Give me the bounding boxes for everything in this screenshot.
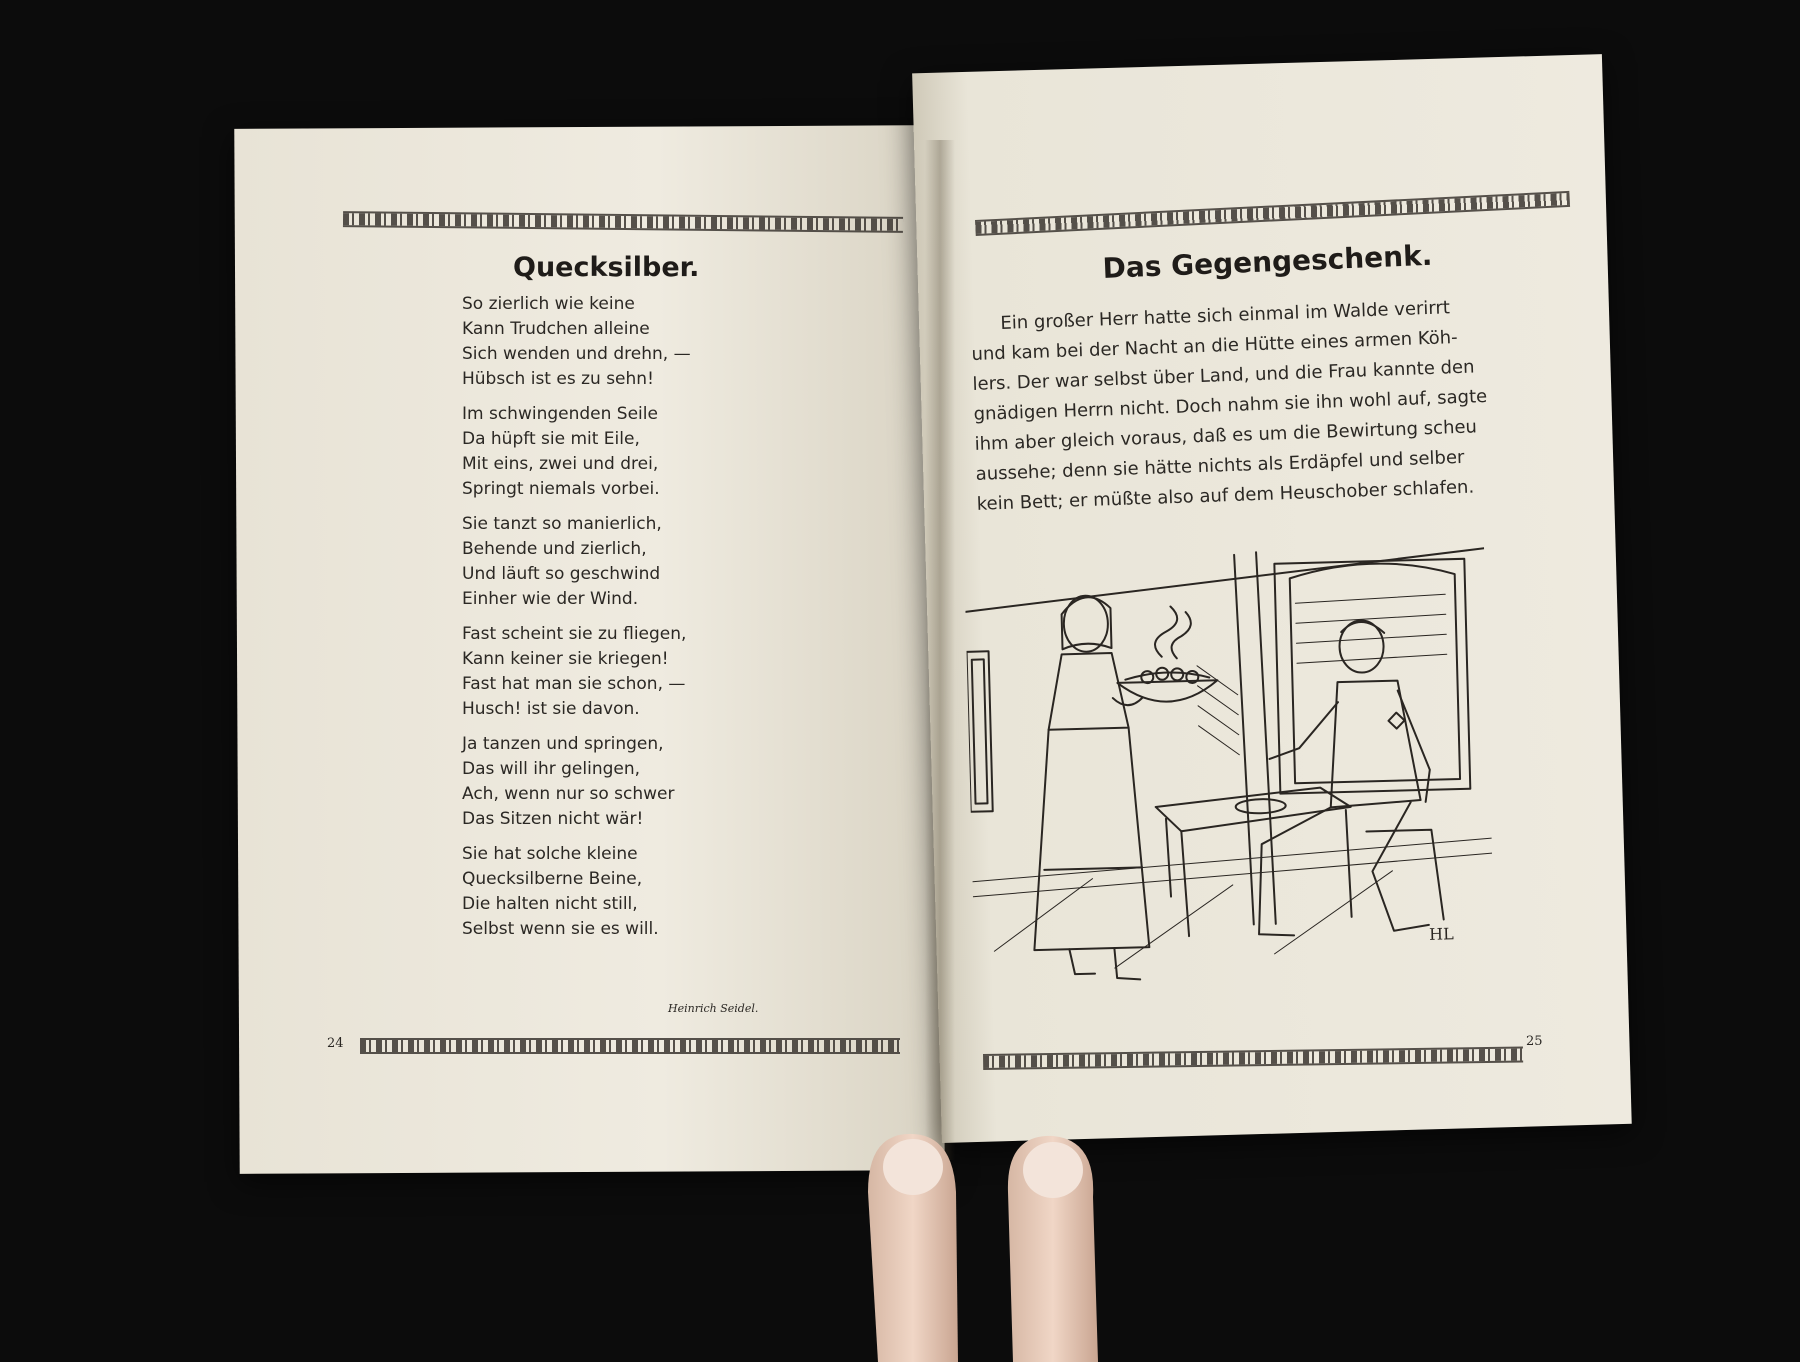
poem-line: Quecksilberne Beine, <box>462 869 643 889</box>
illustration-monogram: HL <box>1428 924 1454 944</box>
poem-line: Husch! ist sie davon. <box>462 699 640 719</box>
poem-line: Mit eins, zwei und drei, <box>462 454 659 474</box>
poem-stanza <box>462 732 792 832</box>
page-number-right: 25 <box>1526 1034 1543 1049</box>
prose-line: Ein großer Herr hatte sich einmal im Walde verirrt <box>1000 297 1451 334</box>
poem-line: Fast hat man sie schon, — <box>462 674 686 694</box>
poem-title: Quecksilber. <box>513 252 700 283</box>
poem-body <box>462 292 792 952</box>
poem-line: Sie hat solche kleine <box>462 844 638 864</box>
poem-line: Sich wenden und drehn, — <box>462 344 691 364</box>
poem-stanza <box>462 512 792 612</box>
story-title: Das Gegengeschenk. <box>1102 238 1433 285</box>
poem-line: Und läuft so geschwind <box>462 564 661 584</box>
story-prose <box>970 289 1577 520</box>
prose-line: kein Bett; er müßte also auf dem Heuschober schlafen. <box>976 476 1475 515</box>
poem-stanza <box>462 292 792 392</box>
story-illustration <box>964 538 1496 1021</box>
left-bottom-ornament <box>360 1038 900 1054</box>
poem-line: Da hüpft sie mit Eile, <box>462 429 640 449</box>
prose-line: gnädigen Herrn nicht. Doch nahm sie ihn wohl auf, sagte <box>973 386 1488 425</box>
poem-line: Springt niemals vorbei. <box>462 479 660 499</box>
page-number-left: 24 <box>327 1036 344 1051</box>
poem-stanza <box>462 622 792 722</box>
poem-line: Ja tanzen und springen, <box>462 734 664 754</box>
prose-line: aussehe; denn sie hätte nichts als Erdäpfel und selber <box>975 446 1465 485</box>
poem-line: Einher wie der Wind. <box>462 589 639 609</box>
prose-line: lers. Der war selbst über Land, und die Frau kannte den <box>972 356 1475 395</box>
poem-line: Im schwingenden Seile <box>462 404 658 424</box>
poem-line: Selbst wenn sie es will. <box>462 919 659 939</box>
poem-line: Das Sitzen nicht wär! <box>462 809 644 829</box>
poem-line: Kann keiner sie kriegen! <box>462 649 669 669</box>
poem-line: Kann Trudchen alleine <box>462 319 650 339</box>
poem-stanza <box>462 842 792 942</box>
poem-stanza <box>462 402 792 502</box>
prose-line: und kam bei der Nacht an die Hütte eines armen Köh- <box>971 327 1458 365</box>
holding-fingers <box>858 1122 1118 1362</box>
poem-author: Heinrich Seidel. <box>668 1002 759 1015</box>
poem-line: Ach, wenn nur so schwer <box>462 784 675 804</box>
poem-line: Die halten nicht still, <box>462 894 638 914</box>
poem-line: Sie tanzt so manierlich, <box>462 514 662 534</box>
poem-line: Fast scheint sie zu fliegen, <box>462 624 687 644</box>
book-gutter <box>925 140 955 1160</box>
poem-line: Behende und zierlich, <box>462 539 647 559</box>
poem-line: So zierlich wie keine <box>462 294 635 314</box>
poem-line: Hübsch ist es zu sehn! <box>462 369 654 389</box>
poem-line: Das will ihr gelingen, <box>462 759 641 779</box>
prose-line: ihm aber gleich voraus, daß es um die Bewirtung scheu <box>974 416 1478 455</box>
